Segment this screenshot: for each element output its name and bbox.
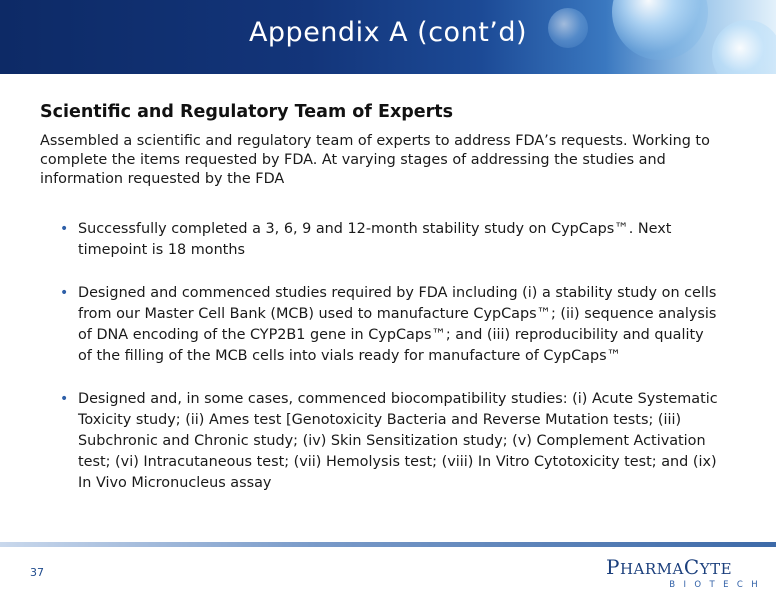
slide-header — [0, 0, 776, 74]
bullet-icon: • — [60, 391, 69, 407]
bullet-icon: • — [60, 285, 69, 301]
page-number: 37 — [30, 566, 44, 579]
slide-title: Appendix A (cont’d) — [248, 17, 528, 48]
logo-subtitle: BIOTECH — [669, 580, 766, 590]
logo-wordmark — [606, 556, 768, 580]
bullet-list — [40, 219, 740, 494]
bullet-text: Successfully completed a 3, 6, 9 and 12-month stability study on CypCaps™. Next timepoint is 18 months — [78, 221, 672, 258]
bullet-text: Designed and commenced studies required by FDA including (i) a stability study on cells from our Master Cell Bank (MCB) used to manufacture CypCaps™; (ii) sequence analysis of DNA encoding of the CYP2B1 gene in CypCaps™; and (iii) reproducibility and quality of the filling of the MCB cells into vials ready for manufacture of CypCaps™ — [78, 285, 717, 364]
list-item — [60, 219, 720, 261]
bullet-icon: • — [60, 221, 69, 237]
footer-divider — [0, 542, 776, 547]
list-item — [60, 389, 720, 494]
logo-letter: P — [606, 555, 620, 579]
logo-letters: HARMA — [619, 560, 684, 578]
company-logo — [606, 556, 768, 590]
bullet-text: Designed and, in some cases, commenced biocompatibility studies: (i) Acute Systematic Toxicity study; (ii) Ames test [Genotoxicity Bacteria and Reverse Mutation tests; (iii) Subchronic and Chronic study; (iv) Skin Sensitization study; (v) Complement Activation test; (vi) Intracutaneous test; (vii) Hemolysis test; (viii) In Vitro Cytotoxicity test; and (ix) In Vivo Micronucleus assay — [78, 391, 718, 491]
slide-content — [40, 100, 740, 516]
logo-letter: C — [683, 555, 700, 579]
logo-letters: YTE — [699, 560, 733, 578]
list-item — [60, 283, 720, 367]
intro-paragraph: Assembled a scientific and regulatory team of experts to address FDA’s requests. Working to complete the items requested by FDA. At varying stages of addressing the studies and information requested by the FDA — [40, 133, 710, 187]
section-heading: Scientific and Regulatory Team of Experts — [40, 102, 454, 122]
